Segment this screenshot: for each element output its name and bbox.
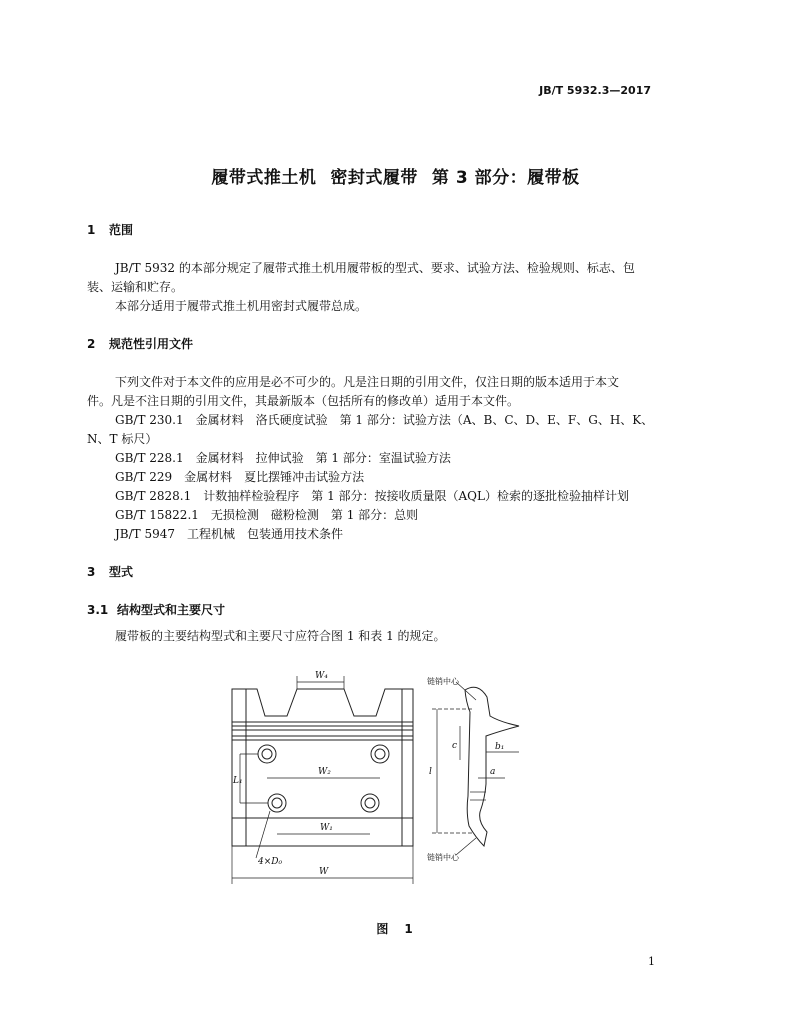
bolt-hole-top-right <box>371 745 389 763</box>
section-2-title: 规范性引用文件 <box>109 337 194 351</box>
dim-a: a <box>490 767 496 777</box>
title-part-3: 第 3 部分：履带板 <box>431 168 580 188</box>
bolt-hole-top-left <box>258 745 276 763</box>
dim-w: W <box>319 867 329 877</box>
s2-intro-line2: 件。凡是不注日期的引用文件，其最新版本（包括所有的修改单）适用于本文件。 <box>87 394 520 408</box>
dim-holes: 4×D₀ <box>258 857 283 867</box>
standard-number: JB/T 5932.3—2017 <box>539 84 651 97</box>
title-part-1: 履带式推土机 <box>211 168 317 188</box>
section-2-number: 2 <box>87 337 96 351</box>
ref-item: GB/T 2828.1 计数抽样检验程序 第 1 部分：按接收质量限（AQL）检索的逐批检验抽样计划 <box>115 489 629 503</box>
subsection-3-1-number: 3.1 <box>87 603 109 617</box>
ref-item: GB/T 230.1 金属材料 洛氏硬度试验 第 1 部分：试验方法（A、B、C、D、E、F、G、H、K、 <box>115 413 654 427</box>
section-1-number: 1 <box>87 223 96 237</box>
subsection-3-1-title: 结构型式和主要尺寸 <box>117 603 226 617</box>
dim-l: l <box>429 767 432 777</box>
dim-w1: W₁ <box>320 823 333 833</box>
pin-center-top: 链销中心 <box>427 677 459 686</box>
s2-intro-line1: 下列文件对于本文件的应用是必不可少的。凡是注日期的引用文件，仅注日期的版本适用于本文 <box>115 375 620 389</box>
s1-p1-line1: JB/T 5932 的本部分规定了履带式推土机用履带板的型式、要求、试验方法、检验规则、标志、包 <box>115 261 635 275</box>
dim-b1: b₁ <box>495 742 505 752</box>
ref-item: GB/T 229 金属材料 夏比摆锤冲击试验方法 <box>115 470 365 484</box>
s1-p1-line2: 装、运输和贮存。 <box>87 280 184 294</box>
s1-p2: 本部分适用于履带式推土机用密封式履带总成。 <box>115 299 368 313</box>
page-number: 1 <box>648 955 655 968</box>
ref-item: GB/T 228.1 金属材料 拉伸试验 第 1 部分：室温试验方法 <box>115 451 451 465</box>
figure-caption: 图 1 <box>376 922 415 936</box>
section-1-title: 范围 <box>109 223 134 237</box>
bolt-hole-bottom-right <box>361 794 379 812</box>
title-part-2: 密封式履带 <box>330 168 418 188</box>
dim-l1: L₁ <box>233 776 243 786</box>
dim-c: c <box>452 741 458 751</box>
s3-p: 履带板的主要结构型式和主要尺寸应符合图 1 和表 1 的规定。 <box>115 629 446 643</box>
bolt-hole-bottom-left <box>268 794 286 812</box>
pin-center-bottom: 链销中心 <box>427 853 459 862</box>
dim-w2: W₂ <box>318 767 331 777</box>
ref-item: JB/T 5947 工程机械 包装通用技术条件 <box>115 527 344 541</box>
section-3-number: 3 <box>87 565 96 579</box>
section-3-title: 型式 <box>109 565 134 579</box>
ref-item: GB/T 15822.1 无损检测 磁粉检测 第 1 部分：总则 <box>115 508 419 522</box>
ref-item: N、T 标尺） <box>87 432 158 446</box>
dim-w4: W₄ <box>315 671 328 681</box>
